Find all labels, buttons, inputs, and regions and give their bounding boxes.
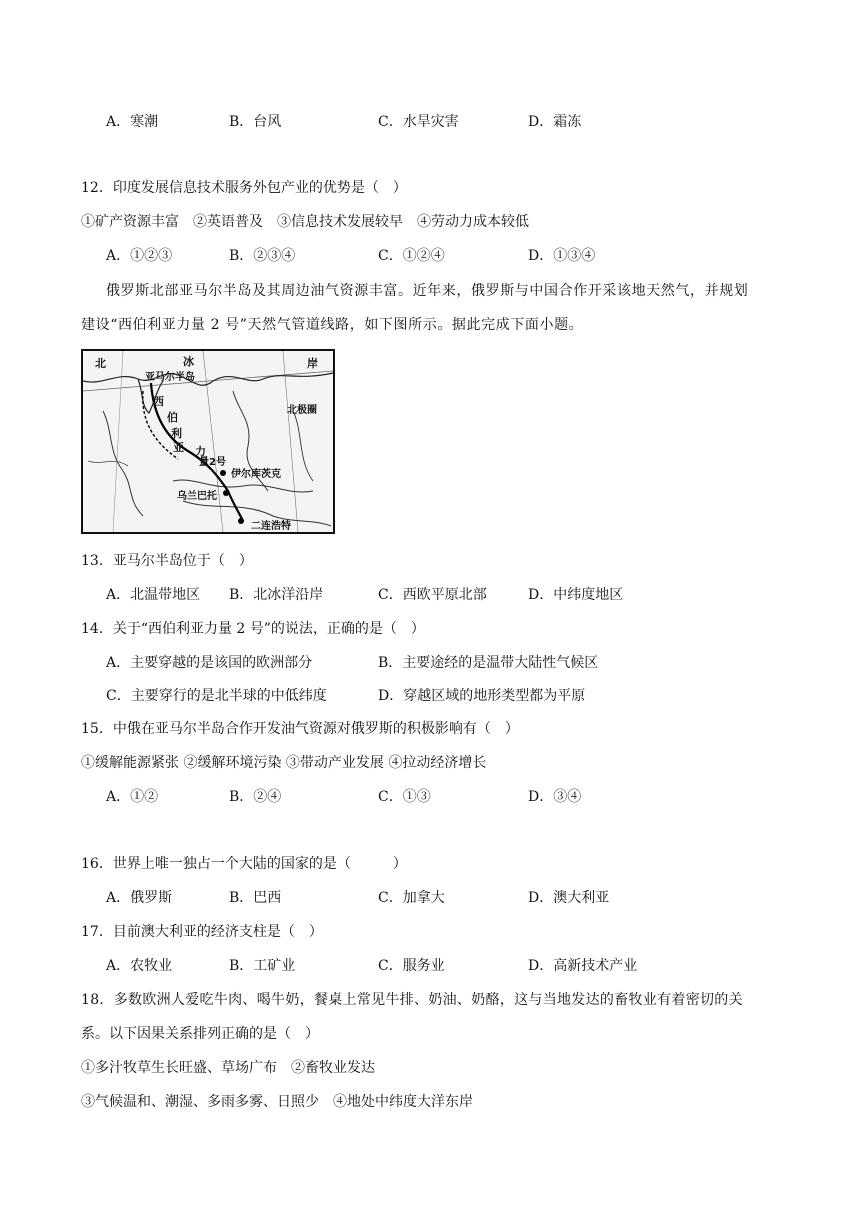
q14-option-b[interactable]: B．主要途经的是温带大陆性气候区 — [378, 655, 599, 671]
q12-option-d[interactable]: D．①③④ — [528, 248, 596, 264]
q18-stem-line-2: 系。以下因果关系排列正确的是（ ） — [81, 1026, 319, 1042]
q11-option-d[interactable]: D．霜冻 — [528, 114, 582, 130]
map-label-coast: 岸 — [307, 357, 318, 370]
q11-option-a[interactable]: A．寒潮 — [106, 114, 159, 130]
q16-option-b[interactable]: B．巴西 — [229, 890, 282, 906]
q15-stem: 15．中俄在亚马尔半岛合作开发油气资源对俄罗斯的积极影响有（ ） — [81, 721, 519, 737]
q14-option-a[interactable]: A．主要穿越的是该国的欧洲部分 — [106, 655, 313, 671]
q18-items-line-2: ③气候温和、潮湿、多雨多雾、日照少 ④地处中纬度大洋东岸 — [81, 1094, 473, 1110]
q16-option-d[interactable]: D．澳大利亚 — [528, 890, 610, 906]
q13-stem: 13．亚马尔半岛位于（ ） — [81, 553, 253, 569]
q15-option-d[interactable]: D．③④ — [528, 789, 582, 805]
passage-line-1: 俄罗斯北部亚马尔半岛及其周边油气资源丰富。近年来，俄罗斯与中国合作开采该地天然气，并规划 — [106, 283, 749, 299]
map-label-irkutsk: 伊尔库茨克 — [231, 469, 281, 480]
map-label-power2: 量2号 — [199, 457, 226, 468]
map-label-erenhot: 二连浩特 — [251, 521, 291, 532]
q12-option-c[interactable]: C．①②④ — [378, 248, 445, 264]
q18-items-line-1: ①多汁牧草生长旺盛、草场广布 ②畜牧业发达 — [81, 1060, 375, 1076]
q17-option-b[interactable]: B．工矿业 — [229, 958, 296, 974]
map-label-ice: 冰 — [183, 355, 194, 368]
q14-option-c[interactable]: C．主要穿行的是北半球的中低纬度 — [106, 688, 327, 704]
q11-option-c[interactable]: C．水旱灾害 — [378, 114, 459, 130]
map-label-ulaanbaatar: 乌兰巴托 — [177, 491, 217, 502]
q16-stem: 16．世界上唯一独占一个大陆的国家的是（ ） — [81, 856, 407, 872]
q14-options-row-1 — [0, 653, 860, 673]
q17-option-c[interactable]: C．服务业 — [378, 958, 445, 974]
q14-option-d[interactable]: D．穿越区域的地形类型都为平原 — [378, 688, 586, 704]
q15-options — [0, 787, 860, 807]
q18-stem-line-1: 18．多数欧洲人爱吃牛肉、喝牛奶，餐桌上常见牛排、奶油、奶酪，这与当地发达的畜牧业有着密切的关 — [81, 992, 743, 1008]
q11-options — [0, 112, 860, 132]
pipeline-map — [81, 349, 335, 534]
q15-items: ①缓解能源紧张 ②缓解环境污染 ③带动产业发展 ④拉动经济增长 — [81, 755, 487, 771]
q14-stem: 14．关于“西伯利亚力量 2 号”的说法，正确的是（ ） — [81, 621, 425, 637]
q16-option-c[interactable]: C．加拿大 — [378, 890, 445, 906]
map-label-li2: 力 — [195, 445, 206, 458]
q13-option-a[interactable]: A．北温带地区 — [106, 587, 201, 603]
q15-option-c[interactable]: C．①③ — [378, 789, 431, 805]
map-label-xi: 西 — [153, 395, 164, 408]
q13-options — [0, 585, 860, 605]
passage-line-2: 建设“西伯利亚力量 2 号”天然气管道线路，如下图所示。据此完成下面小题。 — [81, 317, 584, 333]
q12-option-b[interactable]: B．②③④ — [229, 248, 296, 264]
q14-options-row-2 — [0, 686, 860, 706]
map-label-ya: 亚 — [173, 441, 184, 454]
q11-option-b[interactable]: B．台风 — [229, 114, 282, 130]
q16-option-a[interactable]: A．俄罗斯 — [106, 890, 173, 906]
map-label-north: 北 — [95, 357, 106, 370]
q17-options — [0, 956, 860, 976]
map-label-arctic: 北极圈 — [287, 405, 317, 416]
q13-option-d[interactable]: D．中纬度地区 — [528, 587, 624, 603]
q12-option-a[interactable]: A．①②③ — [106, 248, 173, 264]
q12-items: ①矿产资源丰富 ②英语普及 ③信息技术发展较早 ④劳动力成本较低 — [81, 214, 529, 230]
q16-options — [0, 888, 860, 908]
q12-options — [0, 246, 860, 266]
map-drawing — [83, 351, 333, 532]
map-label-yamal: 亚马尔半岛 — [145, 372, 195, 383]
q12-stem: 12．印度发展信息技术服务外包产业的优势是（ ） — [81, 180, 407, 196]
q17-stem: 17．目前澳大利亚的经济支柱是（ ） — [81, 924, 323, 940]
q17-option-d[interactable]: D．高新技术产业 — [528, 958, 638, 974]
q15-option-b[interactable]: B．②④ — [229, 789, 282, 805]
q15-option-a[interactable]: A．①② — [106, 789, 159, 805]
q13-option-b[interactable]: B．北冰洋沿岸 — [229, 587, 324, 603]
q13-option-c[interactable]: C．西欧平原北部 — [378, 587, 487, 603]
map-label-bo: 伯 — [167, 411, 178, 424]
map-label-li: 利 — [171, 427, 182, 440]
q17-option-a[interactable]: A．农牧业 — [106, 958, 173, 974]
